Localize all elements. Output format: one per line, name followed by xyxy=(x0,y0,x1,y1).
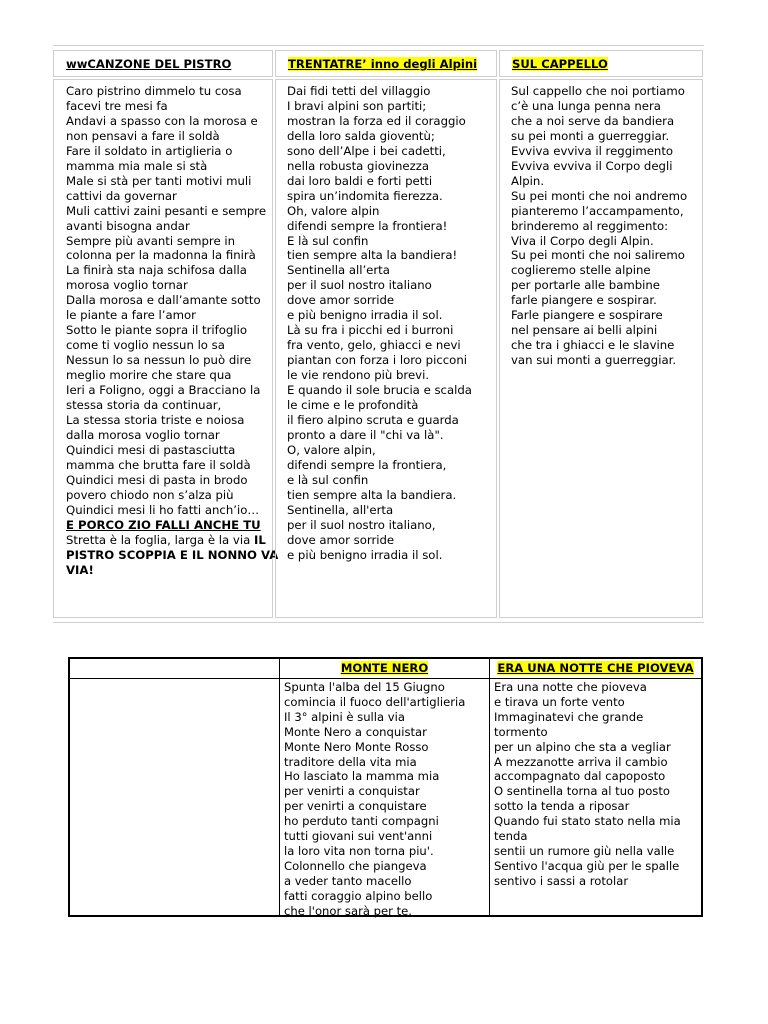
lyrics-line: Ho lasciato la mamma mia xyxy=(284,769,440,784)
lyrics-line: il fiero alpino scruta e guarda xyxy=(287,412,459,427)
lyrics-line: Monte Nero a conquistar xyxy=(284,724,427,739)
lyrics-line: mostran la forza ed il coraggio xyxy=(287,113,466,128)
lyrics-line: tutti giovani sui vent'anni xyxy=(284,829,433,844)
lyrics-line: pronto a dare il "chi va là". xyxy=(287,427,444,442)
lyrics-line: le piante a fare l’amor xyxy=(66,308,196,323)
lyrics-line: dalla morosa voglio tornar xyxy=(66,427,220,442)
lyrics-line: le cime e le profondità xyxy=(287,398,419,413)
header-monte-nero xyxy=(280,659,490,679)
lyrics-line: che tra i ghiacci e le slavine xyxy=(511,338,675,353)
lyrics-line: van sui monti a guerreggiar. xyxy=(511,353,677,368)
lyrics-line: mamma mia male si stà xyxy=(66,158,208,173)
lyrics-line: Su pei monti che noi saliremo xyxy=(511,248,685,263)
lyrics-line: sentivo i sassi a rotolar xyxy=(494,873,629,888)
lyrics-line: Oh, valore alpin xyxy=(287,203,380,218)
lyrics-line: nella robusta giovinezza xyxy=(287,158,430,173)
lyrics-line: E quando il sole brucia e scalda xyxy=(287,383,472,398)
lyrics-line: E là sul confin xyxy=(287,233,369,248)
lyrics-line: Caro pistrino dimmelo tu cosa xyxy=(66,84,242,98)
lyrics-line: dove amor sorride xyxy=(287,293,395,308)
lyrics-line: dove amor sorride xyxy=(287,532,395,547)
lyrics-line: su pei monti a guerreggiar. xyxy=(511,128,670,143)
lyrics-line: Là su fra i picchi ed i burroni xyxy=(287,323,454,338)
lyrics-line: coglieremo stelle alpine xyxy=(511,263,651,278)
empty-cell xyxy=(70,679,280,915)
lyrics-lines xyxy=(66,84,272,518)
lyrics-line: stessa storia da continuar, xyxy=(66,398,222,413)
lyrics-line: c’è una lunga penna nera xyxy=(511,98,661,113)
lyrics-line: e più benigno irradia il sol. xyxy=(287,308,443,323)
lyrics-line: e là sul confin xyxy=(287,472,369,487)
lyrics-line-mixed xyxy=(66,533,272,548)
lyrics-line: che l'onor sarà per te. xyxy=(284,903,412,918)
lyrics-line: Andavi a spasso con la morosa e xyxy=(66,113,258,128)
lyrics-line: farle piangere e sospirar. xyxy=(511,293,657,308)
lyrics-line: sono dell’Alpe i bei cadetti, xyxy=(287,143,446,158)
lyrics-line: accompagnato dal capoposto xyxy=(494,769,666,784)
lyrics-line: per un alpino che sta a vegliar xyxy=(494,739,671,754)
lyrics-line: tenda xyxy=(494,829,528,844)
lyrics-line: piantan con forza i loro picconi xyxy=(287,353,467,368)
lyrics-line: per venirti a conquistar xyxy=(284,784,420,799)
lyrics-line: Era una notte che pioveva xyxy=(494,680,647,694)
lyrics-text: Stretta è la foglia, larga è la via xyxy=(66,532,254,547)
lyrics-line: che a noi serve da bandiera xyxy=(511,113,675,128)
lyrics-line: I bravi alpini son partiti; xyxy=(287,98,427,113)
header-text: ERA UNA NOTTE CHE PIOVEVA xyxy=(497,661,694,675)
lyrics-line: e più benigno irradia il sol. xyxy=(287,547,443,562)
lyrics-line: O, valore alpin, xyxy=(287,442,376,457)
lyrics-line: La stessa storia triste e noiosa xyxy=(66,412,245,427)
lyrics-line: sotto la tenda a riposar xyxy=(494,799,630,814)
lyrics-line: Evviva evviva il reggimento xyxy=(511,143,674,158)
lyrics-line: Dai fidi tetti del villaggio xyxy=(287,84,431,98)
lyrics-line: dai loro baldi e forti petti xyxy=(287,173,433,188)
lyrics-line: fatti coraggio alpino bello xyxy=(284,888,433,903)
lyrics-line: della loro salda gioventù; xyxy=(287,128,435,143)
lyrics-line: fra vento, gelo, ghiacci e nevi xyxy=(287,338,461,353)
lyrics-line: VIA! xyxy=(66,562,94,577)
lyrics-line: povero chiodo non s’alza più xyxy=(66,487,234,502)
lyrics-line: Sentivo l'acqua giù per le spalle xyxy=(494,858,680,873)
lyrics-line: morosa voglio tornar xyxy=(66,278,188,293)
lyrics-line: per portarle alle bambine xyxy=(511,278,660,293)
lyrics-line: La finirà sta naja schifosa dalla xyxy=(66,263,247,278)
lyrics-lines xyxy=(511,84,702,368)
lyrics-line: Evviva evviva il Corpo degli xyxy=(511,158,673,173)
lyrics-line: per il suol nostro italiano xyxy=(287,278,432,293)
lyrics-line: traditore della vita mia xyxy=(284,754,417,769)
lyrics-line: avanti bisogna andar xyxy=(66,218,190,233)
lyrics-line: le vie rendono più brevi. xyxy=(287,368,430,383)
lyrics-line: Farle piangere e sospirare xyxy=(511,308,663,323)
lyrics-line: come ti voglio nessun lo sa xyxy=(66,338,225,353)
lyrics-line: Fare il soldato in artiglieria o xyxy=(66,143,233,158)
lyrics-line: Il 3° alpini è sulla via xyxy=(284,709,405,724)
header-empty xyxy=(70,659,280,679)
lyrics-lines-bold xyxy=(66,547,279,578)
lyrics-line: colonna per la madonna la finirà xyxy=(66,248,256,263)
lyrics-line: comincia il fuoco dell'artiglieria xyxy=(284,694,466,709)
lyrics-lines xyxy=(284,680,489,919)
lyrics-line: Sentinella, all'erta xyxy=(287,502,394,517)
lyrics-line: a veder tanto macello xyxy=(284,873,412,888)
lyrics-line: Sul cappello che noi portiamo xyxy=(511,84,685,98)
lyrics-line: Sempre più avanti sempre in xyxy=(66,233,236,248)
lyrics-line: Viva il Corpo degli Alpin. xyxy=(511,233,654,248)
lyrics-line: O sentinella torna al tuo posto xyxy=(494,784,670,799)
lyrics-line: Alpin. xyxy=(511,173,545,188)
header-text: wwCANZONE DEL PISTRO xyxy=(66,57,232,71)
lyrics-sul-cappello xyxy=(499,79,703,618)
songs-table-bottom xyxy=(68,657,703,917)
header-era-una-notte xyxy=(490,659,701,679)
lyrics-line: PISTRO SCOPPIA E IL NONNO VA xyxy=(66,547,279,562)
lyrics-line: Sentinella all’erta xyxy=(287,263,390,278)
header-text: TRENTATRE’ inno degli Alpini xyxy=(288,57,478,71)
lyrics-line: ho perduto tanti compagni xyxy=(284,814,439,829)
header-text: SUL CAPPELLO xyxy=(512,57,608,71)
lyrics-line: Ieri a Foligno, oggi a Bracciano la xyxy=(66,383,261,398)
lyrics-line: Nessun lo sa nessun lo può dire xyxy=(66,353,252,368)
lyrics-trentatre xyxy=(275,79,497,618)
lyrics-line: Male si stà per tanti motivi muli xyxy=(66,173,252,188)
lyrics-line: Immaginatevi che grande xyxy=(494,709,644,724)
lyrics-line: Colonnello che piangeva xyxy=(284,858,427,873)
header-text: MONTE NERO xyxy=(340,661,429,675)
lyrics-line: difendi sempre la frontiera! xyxy=(287,218,448,233)
lyrics-line: Dalla morosa e dall’amante sotto xyxy=(66,293,261,308)
lyrics-line: per il suol nostro italiano, xyxy=(287,517,436,532)
lyrics-line: Quando fui stato stato nella mia xyxy=(494,814,681,829)
lyrics-line: cattivi da governar xyxy=(66,188,177,203)
header-sul-cappello xyxy=(499,50,703,77)
lyrics-line: Su pei monti che noi andremo xyxy=(511,188,688,203)
lyrics-line: per venirti a conquistare xyxy=(284,799,427,814)
lyrics-line: mamma che brutta fare il soldà xyxy=(66,457,251,472)
lyrics-line: spira un’indomita fierezza. xyxy=(287,188,443,203)
lyrics-line: tien sempre alta la bandiera! xyxy=(287,248,458,263)
lyrics-line: Quindici mesi di pasta in brodo xyxy=(66,472,248,487)
lyrics-line: difendi sempre la frontiera, xyxy=(287,457,447,472)
lyrics-line: non pensavi a fare il soldà xyxy=(66,128,220,143)
header-trentatre xyxy=(275,50,497,77)
lyrics-line: la loro vita non torna piu'. xyxy=(284,843,434,858)
lyrics-line: tormento xyxy=(494,724,548,739)
lyrics-line-bold: E PORCO ZIO FALLI ANCHE TU xyxy=(66,517,261,532)
lyrics-line: Monte Nero Monte Rosso xyxy=(284,739,429,754)
lyrics-line: Muli cattivi zaini pesanti e sempre xyxy=(66,203,267,218)
lyrics-line: sentii un rumore giù nella valle xyxy=(494,843,675,858)
lyrics-line: Sotto le piante sopra il trifoglio xyxy=(66,323,247,338)
lyrics-lines xyxy=(494,680,701,889)
lyrics-line: tien sempre alta la bandiera. xyxy=(287,487,457,502)
lyrics-lines xyxy=(287,84,496,563)
lyrics-line: A mezzanotte arriva il cambio xyxy=(494,754,668,769)
lyrics-line: meglio morire che stare qua xyxy=(66,368,232,383)
songs-table-top xyxy=(53,45,704,623)
lyrics-line: pianteremo l’accampamento, xyxy=(511,203,684,218)
lyrics-text-bold: IL xyxy=(253,532,266,547)
lyrics-line: nel pensare ai belli alpini xyxy=(511,323,658,338)
lyrics-monte-nero xyxy=(280,679,490,918)
lyrics-line: Quindici mesi di pastasciutta xyxy=(66,442,236,457)
lyrics-line: Spunta l'alba del 15 Giugno xyxy=(284,680,445,694)
lyrics-line: facevi tre mesi fa xyxy=(66,98,168,113)
header-canzone-del-pistro xyxy=(53,50,273,77)
lyrics-era-una-notte xyxy=(490,679,701,915)
lyrics-line: e tirava un forte vento xyxy=(494,694,625,709)
lyrics-line: brinderemo al reggimento: xyxy=(511,218,669,233)
lyrics-line: Quindici mesi li ho fatti anch’io… xyxy=(66,502,260,517)
lyrics-canzone-del-pistro xyxy=(53,79,279,618)
